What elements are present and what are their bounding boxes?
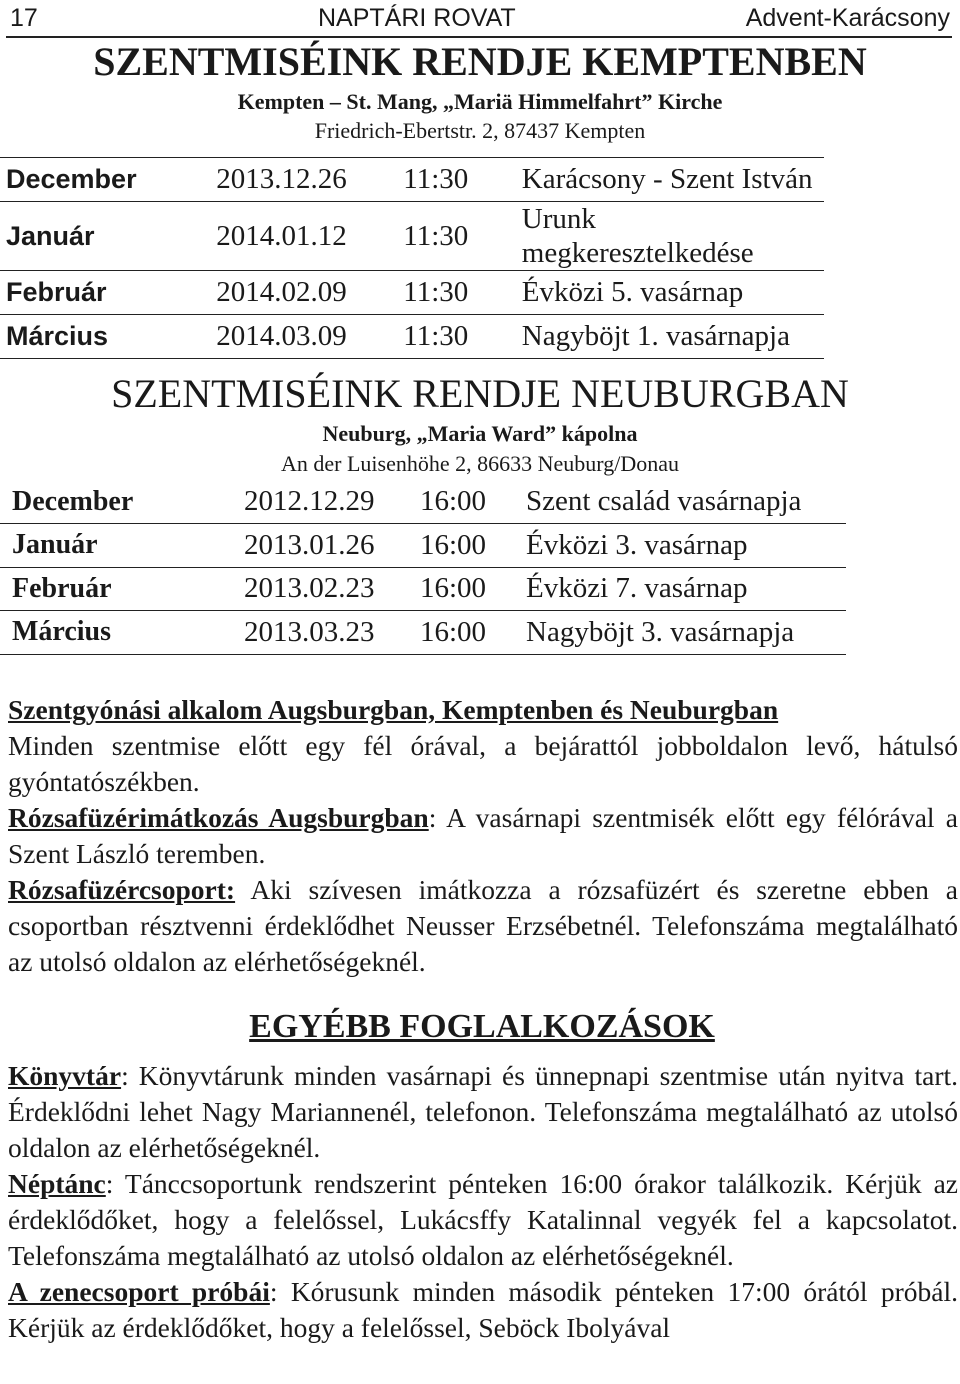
time-cell: 16:00 — [420, 572, 487, 605]
month-cell: Január — [12, 529, 98, 561]
occasion-cell: Nagyböjt 1. vasárnapja — [521, 320, 790, 352]
occasion-cell: Urunk megkeresztelkedése — [521, 203, 754, 269]
time-cell: 11:30 — [403, 219, 469, 252]
date-cell: 2013.02.23 — [244, 572, 375, 605]
confession-heading: Szentgyónási alkalom Augsburgban, Kemptenben és Neuburgban — [8, 694, 779, 725]
neuburg-title: SZENTMISÉINK RENDJE NEUBURGBAN — [111, 371, 849, 416]
rosary-text: : A vasárnapi szentmisék előtt egy félórával a Szent László teremben. — [8, 802, 958, 869]
date-cell: 2013.03.23 — [244, 615, 375, 648]
confession-text: Minden szentmise előtt egy fél órával, a bejárattól jobboldalon levő, hátulsó gyóntatószékben. — [8, 730, 958, 797]
occasion-cell: Nagyböjt 3. vasárnapja — [526, 615, 795, 648]
time-cell: 11:30 — [403, 276, 469, 308]
neuburg-address: An der Luisenhöhe 2, 86633 Neuburg/Donau — [281, 451, 679, 476]
table-row — [0, 611, 846, 655]
table-row — [0, 158, 824, 202]
month-cell: December — [12, 485, 134, 517]
month-cell: Január — [6, 220, 95, 251]
section-subtitle: Advent-Karácsony — [745, 4, 950, 32]
table-row — [0, 315, 824, 359]
month-cell: Február — [6, 277, 107, 307]
time-cell: 16:00 — [420, 485, 487, 517]
date-cell: 2013.12.26 — [216, 163, 347, 195]
table-row — [0, 524, 846, 568]
other-activities-section — [8, 1058, 958, 1346]
date-cell: 2014.01.12 — [216, 219, 347, 252]
library-text: : Könyvtárunk minden vasárnapi és ünnepnapi szentmise után nyitva tart. Érdeklődni lehet Nagy Mariannenél, telefonon. Telefonszáma megtalálható az utolsó oldalon az elérhetőségeknél. — [8, 1060, 958, 1163]
page-header — [6, 0, 952, 38]
time-cell: 16:00 — [420, 528, 487, 561]
time-cell: 11:30 — [403, 320, 469, 352]
neuburg-schedule-table — [0, 480, 846, 655]
table-row — [0, 271, 824, 315]
page-number: 17 — [10, 4, 38, 32]
neuburg-church: Neuburg, „Maria Ward” kápolna — [322, 421, 638, 446]
occasion-cell: Évközi 5. vasárnap — [521, 276, 744, 308]
occasion-cell: Évközi 7. vasárnap — [526, 572, 748, 605]
month-cell: Február — [12, 572, 112, 604]
rosary-group-label: Rózsafüzércsoport: — [8, 874, 236, 905]
rosary-group-text: Aki szívesen imátkozza a rózsafüzért és szeretne ebben a csoportban résztvenni érdeklődhet Neusser Erzsébetnél. Telefonszáma megtalálható az utolsó oldalon az elérhetőségeknél. — [8, 874, 958, 977]
occasion-cell: Évközi 3. vasárnap — [526, 528, 748, 561]
choir-text: : Kórusunk minden második pénteken 17:00 órától próbál. Kérjük az érdeklődőket, hogy a felelőssel, Seböck Ibolyával — [8, 1276, 958, 1343]
month-cell: December — [6, 164, 137, 194]
other-activities-heading: EGYÉBB FOGLALKOZÁSOK — [249, 1008, 715, 1045]
occasion-cell: Karácsony - Szent István — [521, 163, 813, 195]
date-cell: 2014.03.09 — [216, 320, 347, 352]
time-cell: 16:00 — [420, 615, 487, 648]
month-cell: Március — [12, 616, 112, 648]
date-cell: 2013.01.26 — [244, 528, 375, 561]
table-row — [0, 202, 824, 271]
table-row — [0, 567, 846, 611]
rosary-label: Rózsafüzérimátkozás Augsburgban — [8, 802, 429, 833]
kempten-church: Kempten – St. Mang, „Mariä Himmelfahrt” Kirche — [237, 89, 723, 114]
dance-label: Néptánc — [8, 1168, 106, 1199]
kempten-schedule-table — [0, 157, 824, 359]
confession-section — [8, 692, 958, 980]
date-cell: 2014.02.09 — [216, 276, 347, 308]
time-cell: 11:30 — [403, 163, 469, 195]
table-row — [0, 480, 846, 524]
choir-label: A zenecsoport próbái — [8, 1276, 270, 1307]
occasion-cell: Szent család vasárnapja — [526, 485, 802, 517]
dance-text: : Tánccsoportunk rendszerint pénteken 16:00 órakor találkozik. Kérjük az érdeklődőket, hogy a felelőssel, Lukácsffy Katalinnal vegyék fel a kapcsolatot. Telefonszáma megtalálható az utolsó oldalon az elérhetőségeknél. — [8, 1168, 958, 1271]
kempten-address: Friedrich-Ebertstr. 2, 87437 Kempten — [314, 118, 646, 143]
kempten-title: SZENTMISÉINK RENDJE KEMPTENBEN — [93, 39, 867, 84]
date-cell: 2012.12.29 — [244, 485, 375, 517]
library-label: Könyvtár — [8, 1060, 122, 1091]
section-title: NAPTÁRI ROVAT — [318, 4, 516, 32]
month-cell: Március — [6, 321, 109, 351]
